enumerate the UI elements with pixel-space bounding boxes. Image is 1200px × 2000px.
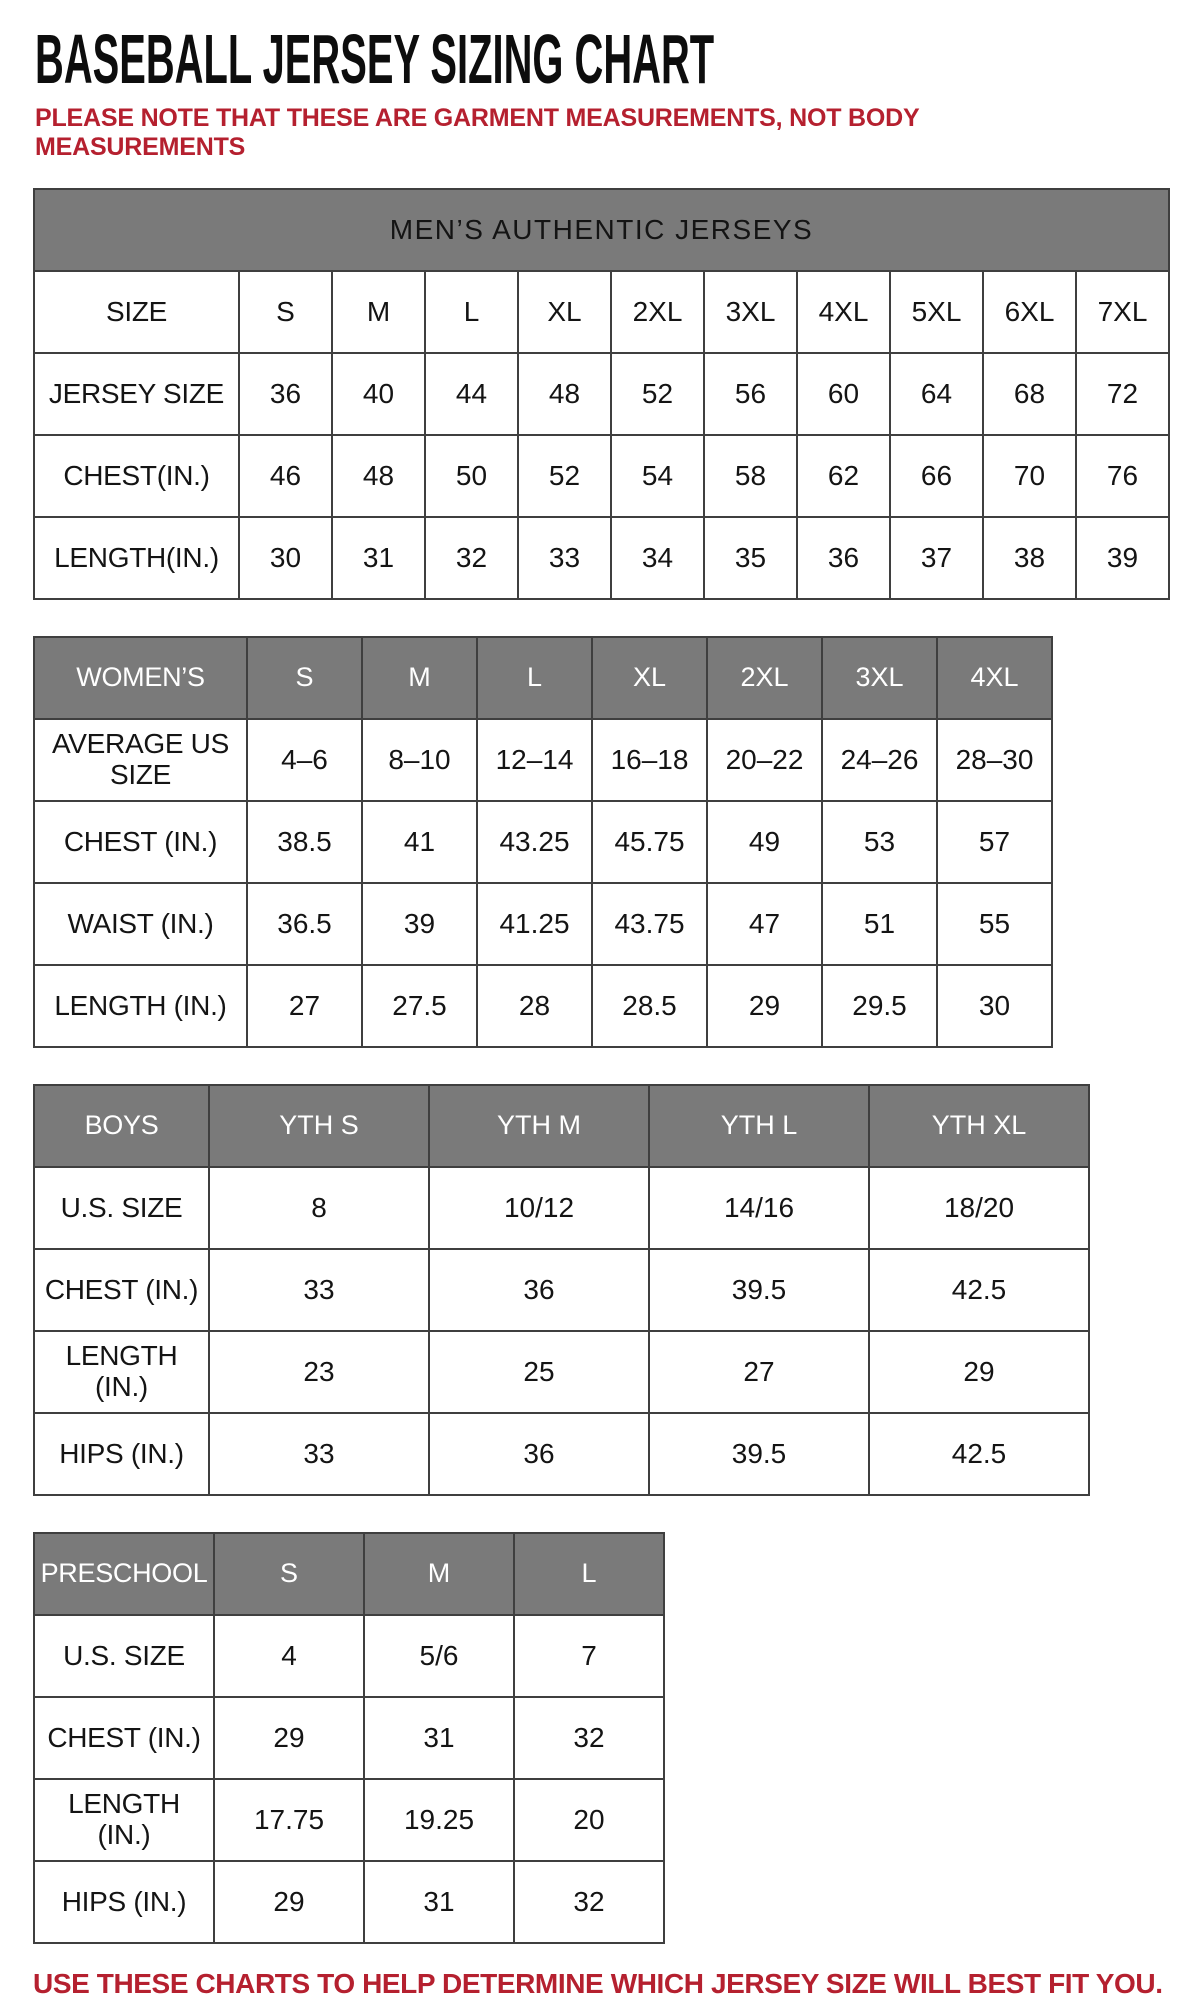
boys-table-row: [34, 1331, 1089, 1413]
boys-header-row: [34, 1085, 1089, 1167]
men-row-label: LENGTH(IN.): [34, 517, 239, 599]
boys-value-cell: 8: [209, 1167, 429, 1249]
fit-help-footer-note: USE THESE CHARTS TO HELP DETERMINE WHICH JERSEY SIZE WILL BEST FIT YOU.: [33, 1968, 1163, 1999]
mens-sizing-table: [33, 188, 1170, 600]
boys-table-row: [34, 1249, 1089, 1331]
men-value-cell: 36: [239, 353, 332, 435]
preschool-sizing-table: [33, 1532, 665, 1944]
men-table-row: [34, 517, 1169, 599]
boys-value-cell: 36: [429, 1249, 649, 1331]
women-table-row: [34, 801, 1052, 883]
preschool-size-column-header: S: [214, 1533, 364, 1615]
women-row-label: LENGTH (IN.): [34, 965, 247, 1047]
boys-value-cell: 36: [429, 1413, 649, 1495]
women-size-column-header: 3XL: [822, 637, 937, 719]
boys-size-column-header: YTH M: [429, 1085, 649, 1167]
men-value-cell: 38: [983, 517, 1076, 599]
boys-value-cell: 18/20: [869, 1167, 1089, 1249]
men-value-cell: 64: [890, 353, 983, 435]
women-value-cell: 41: [362, 801, 477, 883]
men-value-cell: 52: [611, 353, 704, 435]
women-size-column-header: L: [477, 637, 592, 719]
women-header-label: WOMEN’S: [34, 637, 247, 719]
women-value-cell: 27.5: [362, 965, 477, 1047]
boys-table-row: [34, 1413, 1089, 1495]
women-value-cell: 20–22: [707, 719, 822, 801]
boys-value-cell: 39.5: [649, 1413, 869, 1495]
boys-value-cell: 33: [209, 1413, 429, 1495]
women-value-cell: 39: [362, 883, 477, 965]
men-value-cell: 56: [704, 353, 797, 435]
men-size-column-header: 7XL: [1076, 271, 1169, 353]
women-value-cell: 43.75: [592, 883, 707, 965]
women-row-label: AVERAGE US SIZE: [34, 719, 247, 801]
women-value-cell: 16–18: [592, 719, 707, 801]
preschool-value-cell: 31: [364, 1861, 514, 1943]
men-row-label: CHEST(IN.): [34, 435, 239, 517]
boys-size-column-header: YTH S: [209, 1085, 429, 1167]
women-value-cell: 28: [477, 965, 592, 1047]
preschool-table-row: [34, 1615, 664, 1697]
men-size-column-header: L: [425, 271, 518, 353]
preschool-value-cell: 29: [214, 1697, 364, 1779]
women-table-row: [34, 719, 1052, 801]
womens-sizing-table: [33, 636, 1053, 1048]
women-table-row: [34, 965, 1052, 1047]
boys-row-label: CHEST (IN.): [34, 1249, 209, 1331]
women-value-cell: 47: [707, 883, 822, 965]
men-row-label: JERSEY SIZE: [34, 353, 239, 435]
men-value-cell: 68: [983, 353, 1076, 435]
boys-sizing-table: [33, 1084, 1090, 1496]
men-header-label: SIZE: [34, 271, 239, 353]
preschool-header-label: PRESCHOOL: [34, 1533, 214, 1615]
boys-value-cell: 39.5: [649, 1249, 869, 1331]
women-value-cell: 29: [707, 965, 822, 1047]
preschool-value-cell: 29: [214, 1861, 364, 1943]
women-size-column-header: XL: [592, 637, 707, 719]
women-value-cell: 45.75: [592, 801, 707, 883]
men-size-column-header: S: [239, 271, 332, 353]
women-value-cell: 24–26: [822, 719, 937, 801]
women-value-cell: 55: [937, 883, 1052, 965]
boys-value-cell: 42.5: [869, 1249, 1089, 1331]
men-size-column-header: XL: [518, 271, 611, 353]
men-value-cell: 70: [983, 435, 1076, 517]
boys-value-cell: 27: [649, 1331, 869, 1413]
women-value-cell: 27: [247, 965, 362, 1047]
page-title: BASEBALL JERSEY SIZING CHART: [35, 20, 715, 98]
men-value-cell: 50: [425, 435, 518, 517]
boys-size-column-header: YTH L: [649, 1085, 869, 1167]
men-table-row: [34, 353, 1169, 435]
men-header-row: [34, 271, 1169, 353]
women-value-cell: 4–6: [247, 719, 362, 801]
men-value-cell: 62: [797, 435, 890, 517]
women-value-cell: 49: [707, 801, 822, 883]
men-value-cell: 40: [332, 353, 425, 435]
women-value-cell: 30: [937, 965, 1052, 1047]
preschool-value-cell: 19.25: [364, 1779, 514, 1861]
women-value-cell: 12–14: [477, 719, 592, 801]
men-value-cell: 31: [332, 517, 425, 599]
women-value-cell: 36.5: [247, 883, 362, 965]
men-value-cell: 39: [1076, 517, 1169, 599]
men-value-cell: 46: [239, 435, 332, 517]
preschool-table-row: [34, 1697, 664, 1779]
boys-table-row: [34, 1167, 1089, 1249]
boys-row-label: HIPS (IN.): [34, 1413, 209, 1495]
preschool-row-label: CHEST (IN.): [34, 1697, 214, 1779]
women-value-cell: 28.5: [592, 965, 707, 1047]
preschool-table-row: [34, 1779, 664, 1861]
boys-value-cell: 23: [209, 1331, 429, 1413]
women-value-cell: 43.25: [477, 801, 592, 883]
boys-value-cell: 10/12: [429, 1167, 649, 1249]
preschool-value-cell: 32: [514, 1697, 664, 1779]
preschool-size-column-header: L: [514, 1533, 664, 1615]
boys-value-cell: 42.5: [869, 1413, 1089, 1495]
garment-measurement-note: PLEASE NOTE THAT THESE ARE GARMENT MEASUREMENTS, NOT BODY MEASUREMENTS: [35, 104, 920, 161]
boys-row-label: U.S. SIZE: [34, 1167, 209, 1249]
men-size-column-header: 3XL: [704, 271, 797, 353]
boys-value-cell: 25: [429, 1331, 649, 1413]
men-size-column-header: 5XL: [890, 271, 983, 353]
men-size-column-header: 4XL: [797, 271, 890, 353]
women-size-column-header: 4XL: [937, 637, 1052, 719]
preschool-table-row: [34, 1861, 664, 1943]
women-value-cell: 57: [937, 801, 1052, 883]
men-value-cell: 48: [332, 435, 425, 517]
women-value-cell: 38.5: [247, 801, 362, 883]
women-value-cell: 8–10: [362, 719, 477, 801]
preschool-row-label: U.S. SIZE: [34, 1615, 214, 1697]
men-value-cell: 58: [704, 435, 797, 517]
boys-row-label: LENGTH (IN.): [34, 1331, 209, 1413]
men-value-cell: 44: [425, 353, 518, 435]
men-value-cell: 72: [1076, 353, 1169, 435]
men-value-cell: 30: [239, 517, 332, 599]
women-value-cell: 53: [822, 801, 937, 883]
men-value-cell: 66: [890, 435, 983, 517]
preschool-header-row: [34, 1533, 664, 1615]
men-value-cell: 76: [1076, 435, 1169, 517]
women-row-label: CHEST (IN.): [34, 801, 247, 883]
preschool-row-label: LENGTH (IN.): [34, 1779, 214, 1861]
men-size-column-header: 6XL: [983, 271, 1076, 353]
men-value-cell: 37: [890, 517, 983, 599]
preschool-value-cell: 20: [514, 1779, 664, 1861]
men-value-cell: 32: [425, 517, 518, 599]
men-value-cell: 60: [797, 353, 890, 435]
women-value-cell: 51: [822, 883, 937, 965]
preschool-size-column-header: M: [364, 1533, 514, 1615]
women-row-label: WAIST (IN.): [34, 883, 247, 965]
boys-value-cell: 29: [869, 1331, 1089, 1413]
boys-value-cell: 14/16: [649, 1167, 869, 1249]
boys-value-cell: 33: [209, 1249, 429, 1331]
preschool-value-cell: 17.75: [214, 1779, 364, 1861]
preschool-value-cell: 4: [214, 1615, 364, 1697]
preschool-value-cell: 31: [364, 1697, 514, 1779]
women-size-column-header: 2XL: [707, 637, 822, 719]
women-table-row: [34, 883, 1052, 965]
men-banner-row: [34, 189, 1169, 271]
women-value-cell: 29.5: [822, 965, 937, 1047]
preschool-value-cell: 7: [514, 1615, 664, 1697]
men-value-cell: 48: [518, 353, 611, 435]
men-value-cell: 34: [611, 517, 704, 599]
men-value-cell: 35: [704, 517, 797, 599]
women-value-cell: 41.25: [477, 883, 592, 965]
men-table-row: [34, 435, 1169, 517]
women-header-row: [34, 637, 1052, 719]
women-size-column-header: S: [247, 637, 362, 719]
boys-size-column-header: YTH XL: [869, 1085, 1089, 1167]
preschool-value-cell: 5/6: [364, 1615, 514, 1697]
men-size-column-header: M: [332, 271, 425, 353]
men-value-cell: 33: [518, 517, 611, 599]
men-value-cell: 36: [797, 517, 890, 599]
men-table-banner: MEN’S AUTHENTIC JERSEYS: [34, 189, 1169, 271]
preschool-value-cell: 32: [514, 1861, 664, 1943]
women-value-cell: 28–30: [937, 719, 1052, 801]
men-value-cell: 52: [518, 435, 611, 517]
boys-header-label: BOYS: [34, 1085, 209, 1167]
men-size-column-header: 2XL: [611, 271, 704, 353]
women-size-column-header: M: [362, 637, 477, 719]
preschool-row-label: HIPS (IN.): [34, 1861, 214, 1943]
men-value-cell: 54: [611, 435, 704, 517]
